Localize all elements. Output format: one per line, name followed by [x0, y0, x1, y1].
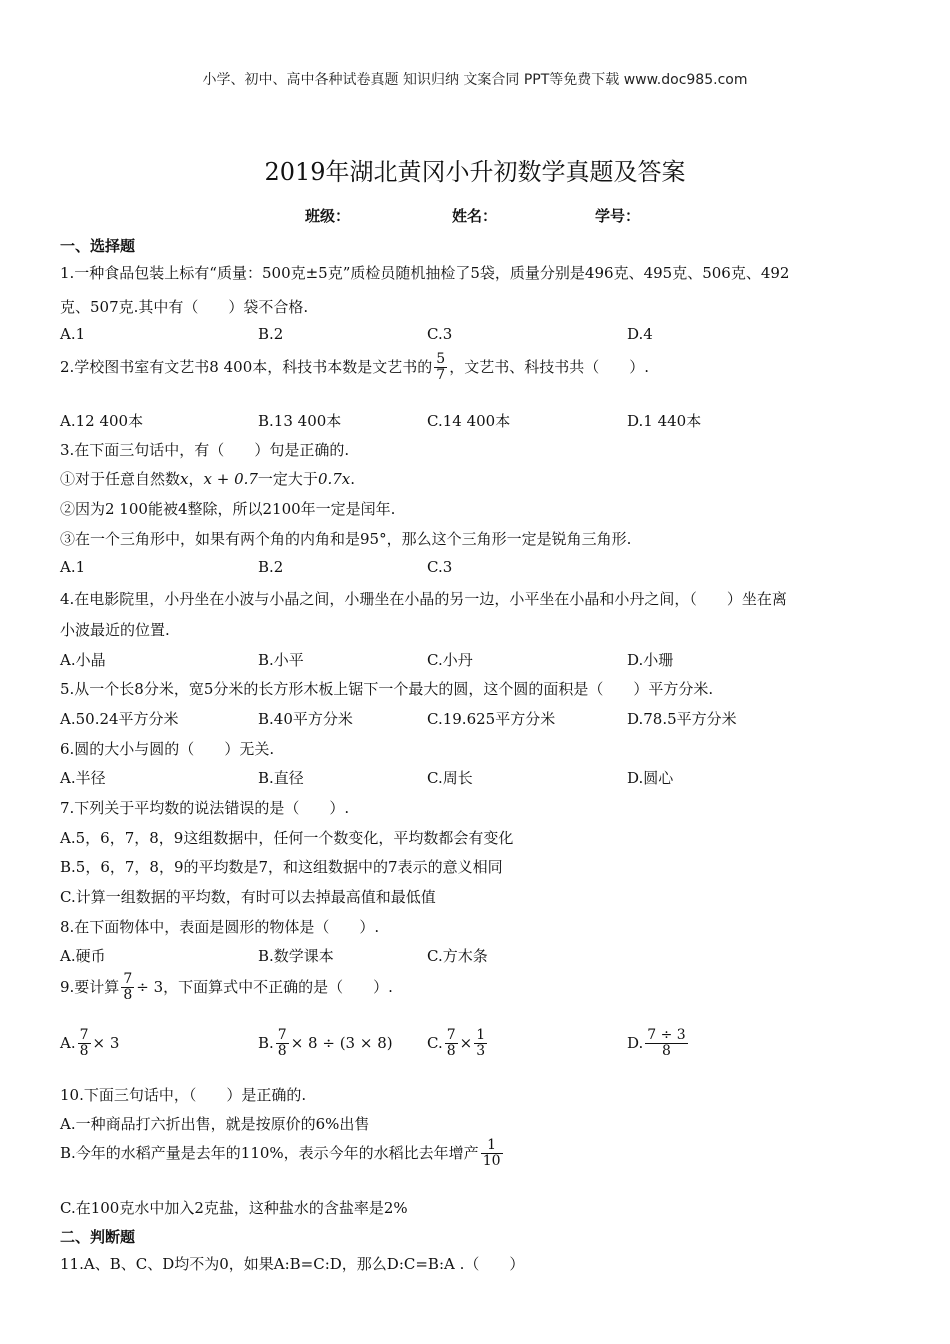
q3-s1-text-d: .: [350, 470, 356, 488]
q5-option-d: D.78.5平方分米: [627, 710, 737, 728]
q3-option-c: C.3: [427, 558, 453, 576]
q6-stem: 6.圆的大小与圆的（ ）无关.: [60, 740, 275, 758]
q9-c-fraction1: [445, 1028, 458, 1060]
q9-a-label: A.: [60, 1033, 76, 1052]
q10-option-b: [60, 1138, 505, 1170]
q9-c-numerator1: 7: [446, 1027, 456, 1043]
q1-option-c: C.3: [427, 325, 453, 343]
q3-statement-3: ③在一个三角形中，如果有两个角的内角和是95°，那么这个三角形一定是锐角三角形.: [60, 530, 632, 548]
q2-option-c: C.14 400本: [427, 412, 511, 430]
class-label: 班级：: [305, 207, 351, 225]
q10-b-denominator: 10: [482, 1153, 501, 1170]
q9-d-numerator: 7 ÷ 3: [647, 1027, 686, 1043]
q6-option-d: D.圆心: [627, 769, 674, 787]
q5-option-c: C.19.625平方分米: [427, 710, 556, 728]
q2-text-after: ，文艺书、科技书共（ ）.: [449, 357, 649, 376]
student-id-label: 学号：: [595, 207, 641, 225]
q9-option-a: [60, 1028, 119, 1060]
q8-option-b: B.数学课本: [258, 947, 334, 965]
q10-b-text: B.今年的水稻产量是去年的110%，表示今年的水稻比去年增产: [60, 1143, 479, 1162]
q3-s1-expr2: 0.7x: [317, 470, 351, 488]
q9-a-fraction: [78, 1028, 91, 1060]
q1-option-b: B.2: [258, 325, 284, 343]
q4-option-a: A.小晶: [60, 651, 106, 669]
q2-fraction: [434, 352, 447, 384]
q2-option-b: B.13 400本: [258, 412, 342, 430]
q9-expr-tail: ÷ 3: [136, 977, 164, 996]
q4-option-d: D.小珊: [627, 651, 674, 669]
q9-a-denominator: 8: [79, 1043, 89, 1060]
q10-option-a: A.一种商品打六折出售，就是按原价的6%出售: [60, 1115, 370, 1133]
q7-option-c: C.计算一组数据的平均数，有时可以去掉最高值和最低值: [60, 888, 436, 906]
q10-option-c: C.在100克水中加入2克盐，这种盐水的含盐率是2%: [60, 1199, 408, 1217]
q6-option-b: B.直径: [258, 769, 304, 787]
q9-c-numerator2: 1: [476, 1027, 486, 1043]
q2-option-a: A.12 400本: [60, 412, 144, 430]
q3-statement-2: ②因为2 100能被4整除，所以2100年一定是闰年.: [60, 500, 396, 518]
q3-s1-text-b: ，: [188, 470, 204, 488]
q1-stem-line2: 克、507克.其中有（ ）袋不合格.: [60, 298, 309, 316]
q1-stem-line1: 1.一种食品包装上标有“质量：500克±5克”质检员随机抽检了5袋，质量分别是496克、495克、506克、492: [60, 264, 790, 282]
q4-stem-line2: 小波最近的位置.: [60, 621, 170, 639]
q9-stem: [60, 972, 393, 1004]
q7-option-b: B.5，6，7，8，9的平均数是7，和这组数据中的7表示的意义相同: [60, 858, 503, 876]
q7-stem: 7.下列关于平均数的说法错误的是（ ）.: [60, 799, 350, 817]
q2-stem: [60, 352, 649, 384]
q9-numerator: 7: [123, 971, 133, 987]
q9-text-after: ，下面算式中不正确的是（ ）.: [163, 977, 393, 996]
q2-option-d: D.1 440本: [627, 412, 702, 430]
q10-stem: 10.下面三句话中，（ ）是正确的.: [60, 1086, 307, 1104]
q7-option-a: A.5，6，7，8，9这组数据中，任何一个数变化，平均数都会有变化: [60, 829, 514, 847]
q9-c-denominator2: 3: [476, 1043, 486, 1060]
q9-text-before: 9.要计算: [60, 977, 120, 996]
q10-b-fraction: [481, 1138, 503, 1170]
q1-option-a: A.1: [60, 325, 86, 343]
q8-option-c: C.方木条: [427, 947, 488, 965]
q9-fraction: [121, 972, 134, 1004]
q2-text-before: 2.学校图书室有文艺书8 400本，科技书本数是文艺书的: [60, 357, 433, 376]
q3-option-a: A.1: [60, 558, 86, 576]
q10-b-numerator: 1: [481, 1138, 503, 1154]
q9-d-denominator: 8: [662, 1043, 671, 1060]
q6-option-c: C.周长: [427, 769, 473, 787]
q3-statement-1: [60, 468, 355, 489]
q9-c-times: ×: [459, 1033, 473, 1052]
q5-stem: 5.从一个长8分米，宽5分米的长方形木板上锯下一个最大的圆，这个圆的面积是（ ）平方分米.: [60, 680, 714, 698]
q9-a-numerator: 7: [79, 1027, 89, 1043]
q9-b-fraction: [276, 1028, 289, 1060]
q9-option-c: [427, 1028, 489, 1060]
q11-stem: 11.A、B、C、D均不为0，如果A:B=C:D，那么D:C=B:A .（ ）: [60, 1255, 525, 1273]
q4-option-b: B.小平: [258, 651, 304, 669]
section-choice-heading: 一、选择题: [60, 237, 136, 255]
q3-stem: 3.在下面三句话中，有（ ）句是正确的.: [60, 441, 350, 459]
q9-option-d: [627, 1028, 690, 1060]
q9-denominator: 8: [123, 987, 133, 1004]
q4-option-c: C.小丹: [427, 651, 473, 669]
q9-a-tail: × 3: [92, 1033, 120, 1052]
q3-s1-text-c: 一定大于: [257, 470, 318, 488]
q9-option-b: [258, 1028, 393, 1060]
q9-c-fraction2: [474, 1028, 487, 1060]
q9-b-tail: × 8 ÷ (3 × 8): [290, 1033, 393, 1052]
q9-b-numerator: 7: [277, 1027, 287, 1043]
q9-c-denominator1: 8: [446, 1043, 456, 1060]
section-judge-heading: 二、判断题: [60, 1228, 136, 1246]
q3-s1-expr: x + 0.7: [203, 470, 258, 488]
q2-numerator: 5: [436, 351, 446, 367]
q3-option-b: B.2: [258, 558, 284, 576]
q3-s1-text-a: ①对于任意自然数: [60, 470, 181, 488]
page-title: 2019年湖北黄冈小升初数学真题及答案: [264, 158, 686, 186]
q9-c-label: C.: [427, 1033, 443, 1052]
q8-option-a: A.硬币: [60, 947, 106, 965]
q9-d-fraction: [645, 1028, 687, 1060]
name-label: 姓名：: [452, 207, 498, 225]
q9-d-label: D.: [627, 1033, 644, 1052]
site-banner: 小学、初中、高中各种试卷真题 知识归纳 文案合同 PPT等免费下载 www.doc985.com: [202, 72, 748, 88]
q8-stem: 8.在下面物体中，表面是圆形的物体是（ ）.: [60, 918, 380, 936]
q6-option-a: A.半径: [60, 769, 106, 787]
q4-stem-line1: 4.在电影院里，小丹坐在小波与小晶之间，小珊坐在小晶的另一边，小平坐在小晶和小丹之间，（ ）坐在离: [60, 590, 787, 608]
q5-option-a: A.50.24平方分米: [60, 710, 179, 728]
q3-s1-var: x: [180, 470, 189, 488]
q1-option-d: D.4: [627, 325, 653, 343]
q5-option-b: B.40平方分米: [258, 710, 353, 728]
q9-b-denominator: 8: [277, 1043, 287, 1060]
q2-denominator: 7: [436, 367, 446, 384]
q9-b-label: B.: [258, 1033, 274, 1052]
